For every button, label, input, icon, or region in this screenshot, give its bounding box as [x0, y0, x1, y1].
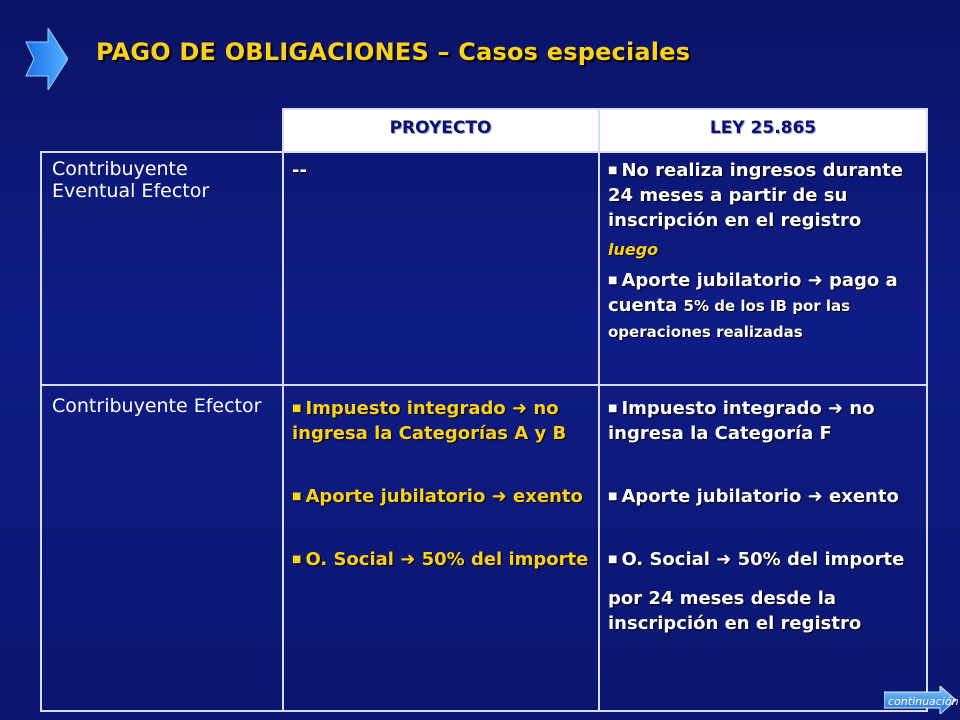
table-border [598, 108, 600, 712]
right-arrow-icon: ➜ [400, 549, 416, 570]
ley-eventual-cell [608, 158, 920, 345]
header-ley: LEY 25.865 [599, 108, 927, 152]
row-label-eventual: Contribuyente Eventual Efector [52, 158, 210, 202]
list-item: ■ O. Social ➜ 50% del importe [292, 549, 589, 570]
header-proyecto: PROYECTO [282, 108, 599, 152]
list-item: ■ Impuesto integrado ➜ no ingresa la Categorías A y B [292, 398, 567, 444]
list-item: ■ Impuesto integrado ➜ no ingresa la Categoría F [608, 398, 875, 444]
square-bullet-icon: ■ [292, 491, 302, 502]
right-arrow-icon: ➜ [807, 270, 823, 291]
slide-title: PAGO DE OBLIGACIONES – Casos especiales [96, 38, 691, 66]
table-border [40, 710, 928, 712]
square-bullet-icon: ■ [608, 554, 618, 565]
table-border [282, 108, 284, 712]
table-border [926, 108, 928, 712]
list-item: ■ O. Social ➜ 50% del importe [608, 549, 905, 570]
square-bullet-icon: ■ [608, 165, 618, 176]
row-label-efector: Contribuyente Efector [52, 395, 262, 417]
right-arrow-icon: ➜ [828, 398, 844, 419]
continue-label[interactable]: continuación [888, 695, 959, 708]
square-bullet-icon: ■ [292, 403, 302, 414]
right-arrow-icon: ➜ [491, 486, 507, 507]
table-border [40, 151, 928, 153]
list-item: ■ Aporte jubilatorio ➜ exento [292, 486, 583, 507]
list-item: ■ Aporte jubilatorio ➜ exento [608, 486, 899, 507]
list-item: ■ No realiza ingresos durante 24 meses a partir de su inscripción en el registro [608, 160, 903, 231]
square-bullet-icon: ■ [608, 403, 618, 414]
list-item: ■ Aporte jubilatorio ➜ pago a cuenta 5% de los IB por las operaciones realizadas [608, 270, 898, 341]
proyecto-efector-cell [292, 396, 594, 572]
table-border [282, 108, 928, 110]
table-border [40, 151, 42, 712]
square-bullet-icon: ■ [292, 554, 302, 565]
right-arrow-icon: ➜ [807, 486, 823, 507]
square-bullet-icon: ■ [608, 491, 618, 502]
right-arrow-icon: ➜ [716, 549, 732, 570]
square-bullet-icon: ■ [608, 275, 618, 286]
proyecto-eventual-value: -- [292, 160, 307, 181]
connector-luego: luego [608, 240, 659, 259]
right-arrow-icon: ➜ [512, 398, 528, 419]
footer-note: por 24 meses desde la inscripción en el registro [608, 588, 862, 634]
ley-efector-cell [608, 396, 920, 636]
table-border [40, 384, 928, 386]
